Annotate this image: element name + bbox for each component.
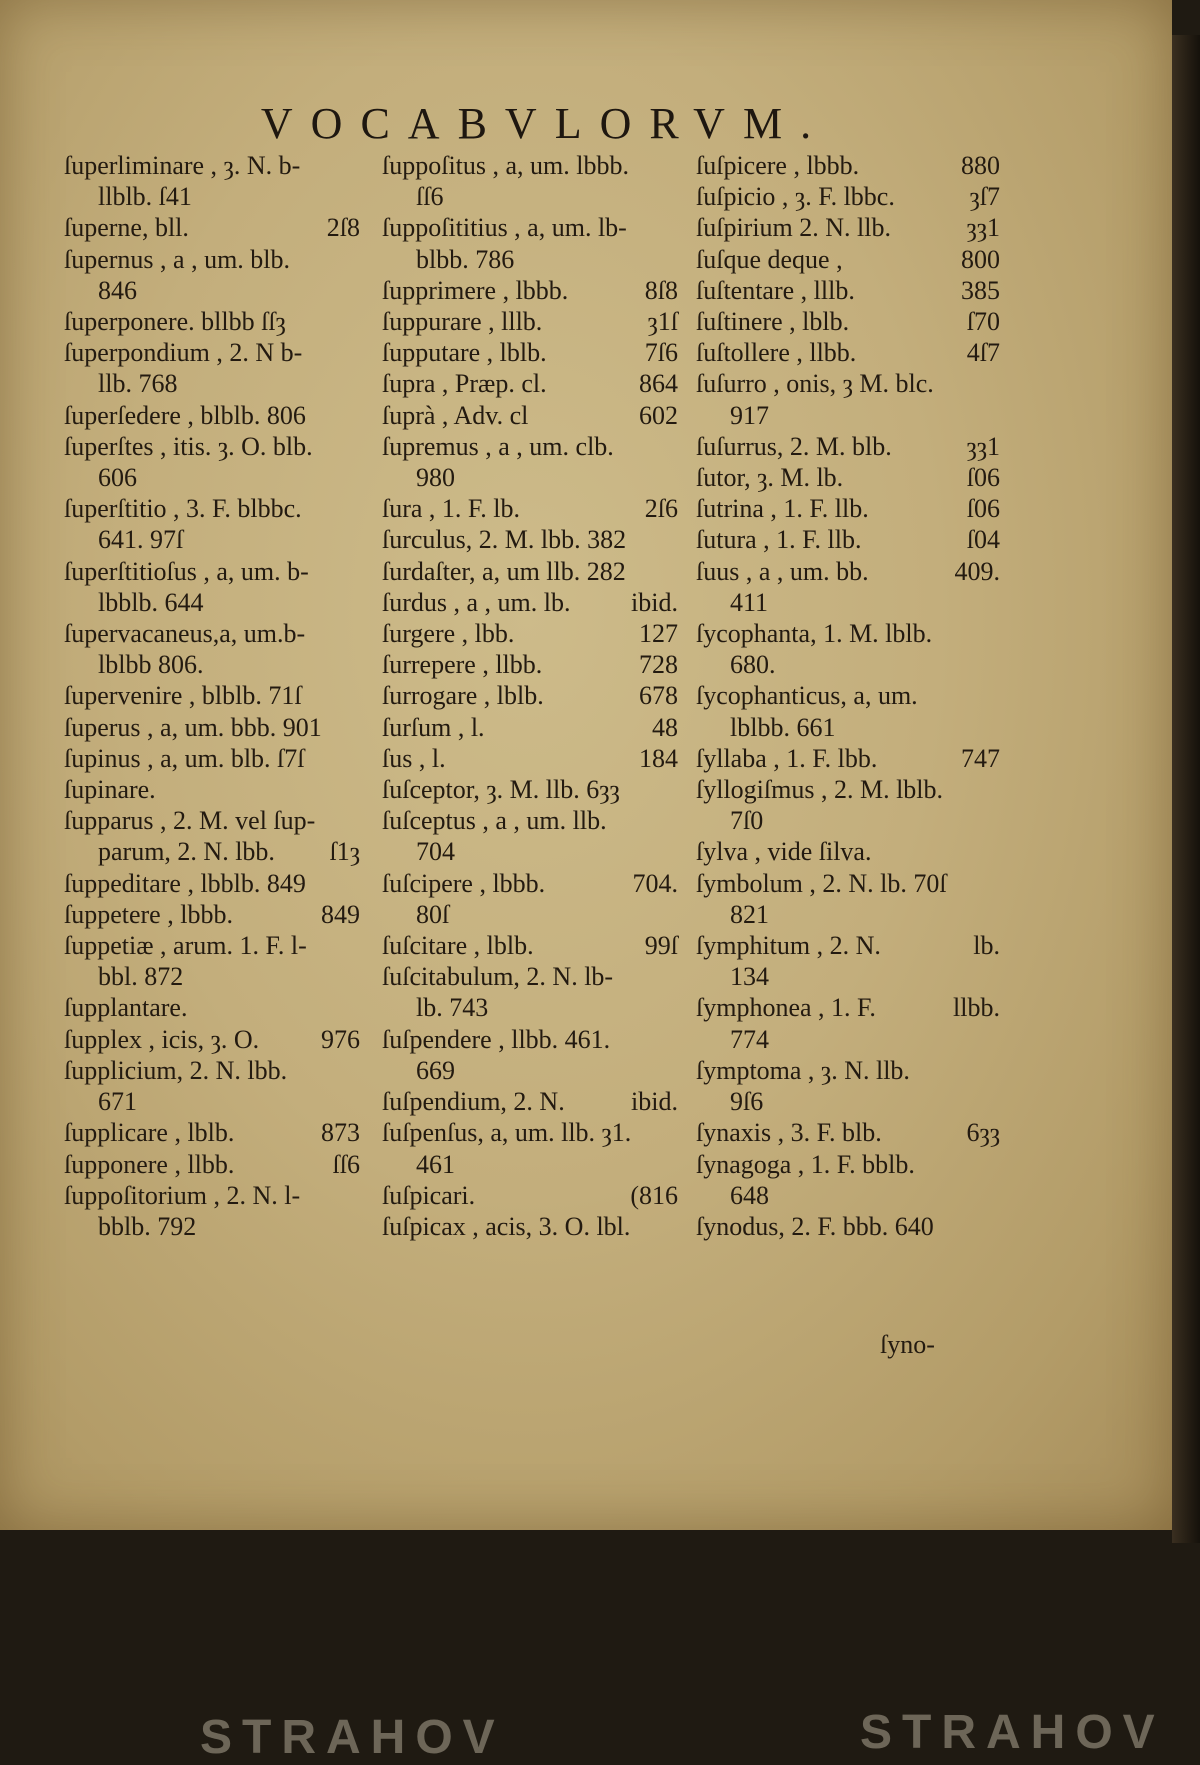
entry-text: 7ſ0 [730, 806, 764, 836]
entry-text: 80ſ [416, 899, 450, 929]
dictionary-entry [60, 1180, 360, 1211]
entry-page-number: 800 [961, 244, 1000, 274]
entry-text: blbb. 786 [416, 244, 515, 274]
dictionary-entry [692, 337, 1000, 368]
entry-text: ſurrepere , llbb. [382, 650, 543, 680]
entry-page-number: 385 [961, 275, 1000, 305]
dictionary-entry [60, 524, 360, 555]
entry-text: ſutor, ȝ. M. lb. [696, 463, 844, 493]
entry-text: ſurſum , l. [382, 712, 485, 742]
dictionary-entry [60, 1117, 360, 1148]
dictionary-entry [378, 1180, 678, 1211]
dictionary-entry [692, 275, 1000, 306]
dictionary-entry [378, 150, 678, 181]
dictionary-entry [692, 961, 1000, 992]
entry-page-number: 7ſ6 [644, 338, 678, 368]
dictionary-entry [60, 337, 360, 368]
dictionary-entry [60, 930, 360, 961]
dictionary-entry [60, 805, 360, 836]
entry-page-number: 184 [639, 743, 678, 773]
entry-text: ſuſpendium, 2. N. [382, 1087, 565, 1117]
entry-page-number: 747 [961, 743, 1000, 773]
dictionary-entry [692, 306, 1000, 337]
dictionary-entry [378, 462, 678, 493]
dictionary-entry [378, 1024, 678, 1055]
dictionary-entry [692, 836, 1000, 867]
dictionary-entry [692, 150, 1000, 181]
entry-text: lb. 743 [416, 993, 489, 1023]
entry-text: bblb. 792 [98, 1211, 197, 1241]
entry-text: ſutrina , 1. F. llb. [696, 494, 869, 524]
dictionary-entry [60, 212, 360, 243]
entry-text: ſynagoga , 1. F. bblb. [696, 1149, 915, 1179]
dictionary-entry [60, 868, 360, 899]
entry-text: ſyllogiſmus , 2. M. lblb. [696, 775, 944, 805]
entry-page-number: 873 [321, 1118, 360, 1148]
dictionary-entry [378, 961, 678, 992]
dictionary-entry [692, 244, 1000, 275]
entry-text: ſynodus, 2. F. bbb. 640 [696, 1211, 934, 1241]
column-2 [378, 150, 678, 1242]
entry-page-number: 849 [321, 899, 360, 929]
entry-text: ſupplantare. [64, 993, 188, 1023]
dictionary-entry [692, 868, 1000, 899]
column-1 [60, 150, 360, 1242]
dictionary-entry [378, 899, 678, 930]
entry-text: ſuſpicax , acis, 3. O. lbl. [382, 1211, 631, 1241]
dictionary-entry [378, 431, 678, 462]
entry-page-number: ȝſ7 [969, 182, 1000, 212]
entry-text: ſurgere , lbb. [382, 619, 515, 649]
entry-text: lblbb. 661 [730, 712, 836, 742]
dictionary-entry [378, 524, 678, 555]
entry-text: ſuperponere. bllbb ſſȝ [64, 307, 286, 337]
entry-page-number: 2ſ6 [644, 494, 678, 524]
entry-text: ſuſurro , onis, ȝ M. blc. [696, 369, 934, 399]
entry-page-number: 864 [639, 369, 678, 399]
dictionary-entry [60, 275, 360, 306]
entry-text: ſupputare , lblb. [382, 338, 547, 368]
entry-text: ſuprà , Adv. cl [382, 400, 529, 430]
entry-page-number: 602 [639, 400, 678, 430]
dictionary-entry [60, 743, 360, 774]
entry-text: 648 [730, 1180, 769, 1210]
dictionary-entry [378, 743, 678, 774]
entry-page-number: (816 [630, 1180, 678, 1210]
watermark-left: STRAHOV [200, 1711, 505, 1764]
entry-text: ſuperſedere , blblb. 806 [64, 400, 306, 430]
entry-text: parum, 2. N. lbb. [98, 837, 275, 867]
dictionary-entry [60, 587, 360, 618]
dictionary-entry [60, 368, 360, 399]
entry-text: ſuperne, bll. [64, 213, 189, 243]
entry-text: ſycophanticus, a, um. [696, 681, 918, 711]
dictionary-entry [692, 743, 1000, 774]
dictionary-entry [378, 1149, 678, 1180]
entry-text: 680. [730, 650, 776, 680]
dictionary-entry [378, 368, 678, 399]
entry-text: ſuſpenſus, a, um. llb. ȝ1. [382, 1118, 632, 1148]
dictionary-entry [60, 836, 360, 867]
entry-text: llb. 768 [98, 369, 178, 399]
dictionary-entry [692, 1117, 1000, 1148]
entry-text: ſuſque deque , [696, 244, 843, 274]
entry-text: 411 [730, 587, 769, 617]
dictionary-entry [60, 181, 360, 212]
entry-page-number: 704. [632, 868, 678, 898]
dictionary-entry [60, 306, 360, 337]
entry-text: ſuſpirium 2. N. llb. [696, 213, 891, 243]
entry-page-number: ȝȝ1 [966, 431, 1000, 461]
dictionary-entry [60, 400, 360, 431]
entry-text: bbl. 872 [98, 962, 184, 992]
entry-text: ſuſtinere , lblb. [696, 307, 850, 337]
entry-text: ſuppetere , lbbb. [64, 899, 233, 929]
dictionary-entry [378, 774, 678, 805]
entry-text: ſuſpicari. [382, 1180, 476, 1210]
entry-text: ſurdaſter, a, um llb. 282 [382, 556, 626, 586]
dictionary-entry [60, 774, 360, 805]
entry-text: ſura , 1. F. lb. [382, 494, 521, 524]
dictionary-entry [378, 868, 678, 899]
dictionary-entry [378, 306, 678, 337]
entry-page-number: ibid. [631, 1087, 678, 1117]
dictionary-entry [692, 680, 1000, 711]
entry-page-number: 48 [652, 712, 678, 742]
page-edge [1172, 35, 1200, 1543]
entry-text: lbblb. 644 [98, 587, 204, 617]
dictionary-entry [692, 649, 1000, 680]
entry-text: ſuppoſititius , a, um. lb- [382, 213, 627, 243]
dictionary-entry [692, 400, 1000, 431]
dictionary-entry [60, 899, 360, 930]
dictionary-entry [378, 587, 678, 618]
dictionary-entry [378, 930, 678, 961]
entry-text: ſuſcipere , lbbb. [382, 868, 546, 898]
dictionary-entry [692, 587, 1000, 618]
entry-text: ſuſtentare , lllb. [696, 275, 855, 305]
entry-text: ſuperus , a, um. bbb. 901 [64, 712, 322, 742]
entry-page-number: 8ſ8 [644, 275, 678, 305]
entry-text: ſupprimere , lbbb. [382, 275, 569, 305]
entry-page-number: 99ſ [644, 931, 678, 961]
entry-text: 821 [730, 899, 769, 929]
dictionary-entry [60, 462, 360, 493]
entry-text: 774 [730, 1024, 769, 1054]
entry-text: ſuus , a , um. bb. [696, 556, 869, 586]
dictionary-entry [378, 680, 678, 711]
dictionary-entry [692, 462, 1000, 493]
entry-text: ſupinare. [64, 775, 156, 805]
entry-page-number: ȝ1ſ [647, 307, 678, 337]
entry-text: ſupplicare , lblb. [64, 1118, 235, 1148]
dictionary-entry [692, 1024, 1000, 1055]
dictionary-entry [378, 244, 678, 275]
entry-page-number: ȝȝ1 [966, 213, 1000, 243]
entry-text: ſupplex , icis, ȝ. O. [64, 1024, 260, 1054]
entry-text: ſuſurrus, 2. M. blb. [696, 431, 892, 461]
entry-page-number: ſ1ȝ [329, 837, 360, 867]
entry-text: 704 [416, 837, 455, 867]
entry-page-number: llbb. [953, 993, 1000, 1023]
entry-text: ſuppoſitus , a, um. lbbb. [382, 151, 629, 180]
entry-page-number: lb. [973, 931, 1000, 961]
dictionary-entry [692, 1211, 1000, 1242]
dictionary-entry [692, 774, 1000, 805]
entry-text: ſuſpicere , lbbb. [696, 151, 860, 180]
entry-text: ſupervenire , blblb. 71ſ [64, 681, 302, 711]
dictionary-entry [692, 524, 1000, 555]
dictionary-entry [60, 1055, 360, 1086]
dictionary-entry [60, 556, 360, 587]
dictionary-entry [60, 1086, 360, 1117]
entry-text: ſurdus , a , um. lb. [382, 587, 571, 617]
dictionary-entry [60, 1149, 360, 1180]
entry-text: ſupinus , a, um. blb. ſ7ſ [64, 743, 305, 773]
dictionary-entry [692, 212, 1000, 243]
entry-text: ſylva , vide ſilva. [696, 837, 872, 867]
entry-text: 606 [98, 463, 137, 493]
catchword: ſyno- [880, 1330, 935, 1359]
entry-text: ſurculus, 2. M. lbb. 382 [382, 525, 627, 555]
dictionary-entry [378, 400, 678, 431]
entry-text: ſuperſtes , itis. ȝ. O. blb. [64, 431, 313, 461]
entry-text: 134 [730, 962, 769, 992]
dictionary-entry [60, 961, 360, 992]
entry-text: ſuppoſitorium , 2. N. l- [64, 1180, 301, 1210]
dictionary-entry [692, 805, 1000, 836]
entry-text: ſymptoma , ȝ. N. llb. [696, 1055, 910, 1085]
entry-text: ſus , l. [382, 743, 446, 773]
dictionary-entry [692, 992, 1000, 1023]
dictionary-entry [378, 618, 678, 649]
entry-text: ſupponere , llbb. [64, 1149, 235, 1179]
entry-text: ſupra , Præp. cl. [382, 369, 547, 399]
entry-page-number: 2ſ8 [326, 213, 360, 243]
entry-text: ſuſpendere , llbb. 461. [382, 1024, 611, 1054]
entry-text: ſuſcitabulum, 2. N. lb- [382, 962, 614, 992]
entry-page-number: 6ȝȝ [966, 1118, 1000, 1148]
entry-page-number: ſ04 [966, 525, 1000, 555]
entry-text: ſupervacaneus,a, um.b- [64, 619, 306, 649]
dictionary-entry [378, 649, 678, 680]
entry-text: ſupparus , 2. M. vel ſup- [64, 806, 316, 836]
entry-page-number: 976 [321, 1024, 360, 1054]
entry-page-number: ibid. [631, 587, 678, 617]
entry-page-number: ſſ6 [332, 1149, 360, 1179]
entry-text: ſymphitum , 2. N. [696, 931, 881, 961]
entry-text: ſſ6 [416, 182, 444, 212]
entry-text: ſyllaba , 1. F. lbb. [696, 743, 878, 773]
dictionary-entry [378, 805, 678, 836]
entry-text: ſutura , 1. F. llb. [696, 525, 862, 555]
dictionary-entry [692, 1055, 1000, 1086]
dictionary-entry [378, 275, 678, 306]
entry-text: ſynaxis , 3. F. blb. [696, 1118, 882, 1148]
entry-text: ſymphonea , 1. F. [696, 993, 876, 1023]
dictionary-entry [692, 493, 1000, 524]
entry-page-number: 880 [961, 151, 1000, 180]
entry-page-number: 728 [639, 650, 678, 680]
dictionary-entry [60, 493, 360, 524]
entry-text: 461 [416, 1149, 455, 1179]
dictionary-entry [692, 368, 1000, 399]
entry-text: ſurrogare , lblb. [382, 681, 544, 711]
dictionary-entry [60, 150, 360, 181]
entry-text: 917 [730, 400, 769, 430]
entry-text: 641. 97ſ [98, 525, 184, 555]
dictionary-entry [378, 1055, 678, 1086]
entry-text: ſupernus , a , um. blb. [64, 244, 291, 274]
dictionary-entry [60, 680, 360, 711]
watermark-right: STRAHOV [860, 1706, 1165, 1759]
entry-page-number: ſ70 [966, 307, 1000, 337]
entry-text: ſupremus , a , um. clb. [382, 431, 614, 461]
dictionary-entry [378, 992, 678, 1023]
dictionary-entry [378, 212, 678, 243]
entry-text: ſuperliminare , ȝ. N. b- [64, 151, 301, 180]
dictionary-entry [378, 181, 678, 212]
page-header: VOCABVLORVM. [260, 99, 830, 148]
dictionary-entry [692, 181, 1000, 212]
entry-text: ſuſtollere , llbb. [696, 338, 857, 368]
entry-text: lblbb 806. [98, 650, 204, 680]
entry-text: ſuppetiæ , arum. 1. F. l- [64, 931, 307, 961]
entry-page-number: 409. [954, 556, 1000, 586]
entry-text: ſuſcitare , lblb. [382, 931, 534, 961]
dictionary-entry [378, 1117, 678, 1148]
dictionary-entry [692, 431, 1000, 462]
entry-text: llblb. ſ41 [98, 182, 192, 212]
dictionary-entry [60, 992, 360, 1023]
entry-text: ſuppurare , lllb. [382, 307, 543, 337]
dictionary-entry [692, 930, 1000, 961]
dictionary-entry [60, 431, 360, 462]
entry-text: ſuperſtitioſus , a, um. b- [64, 556, 309, 586]
entry-page-number: 678 [639, 681, 678, 711]
entry-text: 846 [98, 275, 137, 305]
entry-text: 980 [416, 463, 455, 493]
entry-text: 671 [98, 1087, 137, 1117]
dictionary-entry [692, 1086, 1000, 1117]
dictionary-entry [692, 1180, 1000, 1211]
dictionary-entry [378, 836, 678, 867]
dictionary-entry [692, 556, 1000, 587]
entry-page-number: 127 [639, 619, 678, 649]
entry-text: ſuſceptor, ȝ. M. llb. 6ȝȝ [382, 775, 620, 805]
dictionary-entry [378, 1211, 678, 1242]
dictionary-entry [692, 899, 1000, 930]
column-3 [692, 150, 1000, 1242]
dictionary-entry [378, 1086, 678, 1117]
entry-text: 9ſ6 [730, 1087, 764, 1117]
dictionary-entry [60, 649, 360, 680]
entry-page-number: ſ06 [966, 463, 1000, 493]
entry-page-number: 4ſ7 [966, 338, 1000, 368]
dictionary-entry [378, 556, 678, 587]
dictionary-entry [378, 493, 678, 524]
dictionary-entry [378, 337, 678, 368]
dictionary-entry [60, 712, 360, 743]
dictionary-entry [60, 1024, 360, 1055]
dictionary-entry [692, 712, 1000, 743]
dictionary-entry [60, 244, 360, 275]
entry-page-number: ſ06 [966, 494, 1000, 524]
entry-text: ſuſpicio , ȝ. F. lbbc. [696, 182, 895, 212]
dictionary-entry [692, 1149, 1000, 1180]
entry-text: 669 [416, 1055, 455, 1085]
dictionary-entry [378, 712, 678, 743]
entry-text: ſuperſtitio , 3. F. blbbc. [64, 494, 302, 524]
entry-text: ſuperpondium , 2. N b- [64, 338, 303, 368]
entry-text: ſycophanta, 1. M. lblb. [696, 619, 933, 649]
dictionary-entry [60, 1211, 360, 1242]
dictionary-entry [692, 618, 1000, 649]
entry-text: ſupplicium, 2. N. lbb. [64, 1055, 288, 1085]
entry-text: ſuſceptus , a , um. llb. [382, 806, 607, 836]
entry-text: ſuppeditare , lbblb. 849 [64, 868, 306, 898]
dictionary-entry [60, 618, 360, 649]
entry-text: ſymbolum , 2. N. lb. 70ſ [696, 868, 947, 898]
